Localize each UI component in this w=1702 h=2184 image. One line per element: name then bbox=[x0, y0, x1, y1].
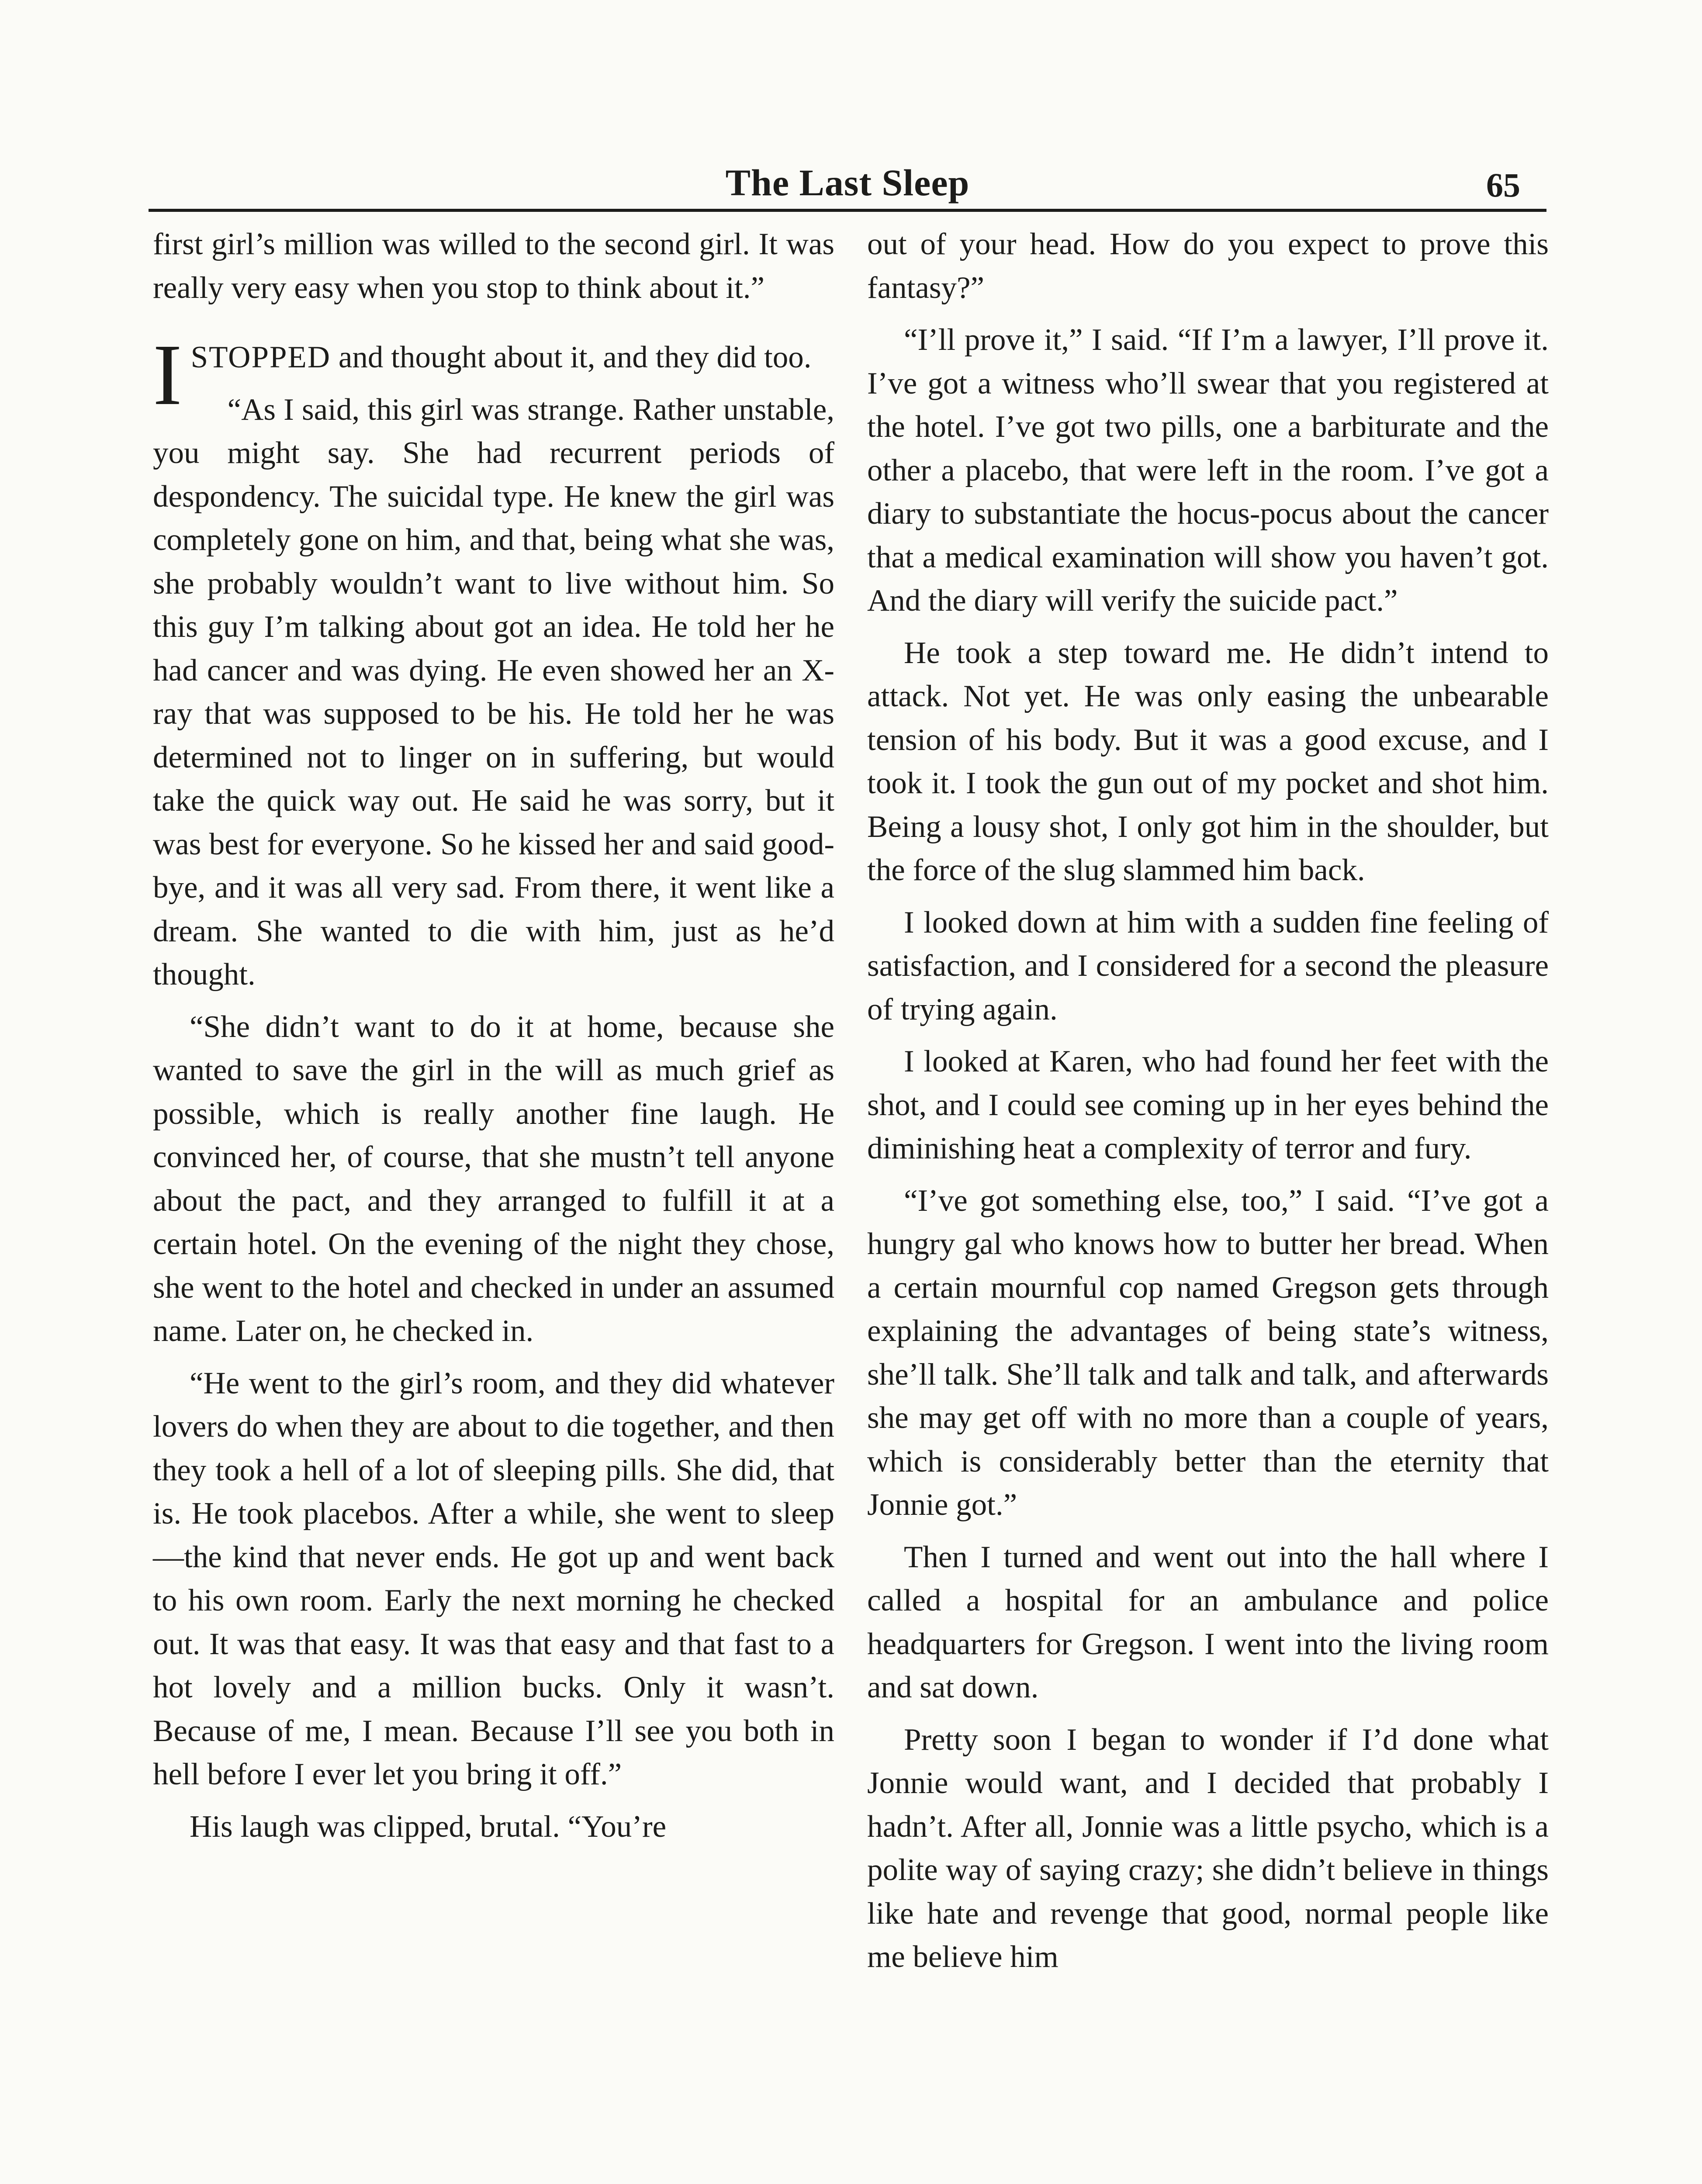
paragraph: Then I turned and went out into the hall where I called a hospital for an ambulance and police headquarters for Gregson. I went into the living room and sat down. bbox=[867, 1540, 1549, 1704]
paragraph-text: and thought about it, and they did too. bbox=[331, 340, 812, 374]
paragraph: “He went to the girl’s room, and they did whatever lovers do when they are about to die together, and then they took a hell of a lot of sleeping pills. She did, that is. He took placebos. After a while, she went to sleep—the kind that never ends. He got up and went back to his own room. Early the next morning he checked out. It was that easy. It was that easy and that fast to a hot lovely and a million bucks. Only it wasn’t. Because of me, I mean. Because I’ll see you both in hell before I ever let you bring it off.” bbox=[153, 1366, 834, 1791]
header-rule bbox=[149, 209, 1546, 212]
page-header bbox=[149, 157, 1546, 210]
paragraph: I looked down at him with a sudden fine feeling of satisfaction, and I considered for a second the pleasure of trying again. bbox=[867, 905, 1549, 1026]
paragraph: I looked at Karen, who had found her feet with the shot, and I could see coming up in her eyes behind the diminishing heat a complexity of terror and fury. bbox=[867, 1044, 1549, 1165]
paragraph: Pretty soon I began to wonder if I’d done what Jonnie would want, and I decided that probably I hadn’t. After all, Jonnie was a little psycho, which is a polite way of saying crazy; she didn’t believe in things like hate and revenge that good, normal people like me believe him bbox=[867, 1722, 1549, 1974]
paragraph: “I’ve got something else, too,” I said. “I’ve got a hungry gal who knows how to butter her bread. When a certain mournful cop named Gregson gets through explaining the advantages of being state’s witness, she’ll talk. She’ll talk and talk and talk, and afterwards she may get off with no more than a couple of years, which is considerably better than the eternity that Jonnie got.” bbox=[867, 1183, 1549, 1522]
paragraph-dropcap bbox=[153, 327, 834, 423]
paragraph: “As I said, this girl was strange. Rather unstable, you might say. She had recurrent periods of despondency. The suicidal type. He knew the girl was completely gone on him, and that, being what she was, she probably wouldn’t want to live without him. So this guy I’m talking about got an idea. He told her he had cancer and was dying. He even showed her an X-ray that was supposed to be his. He told her he was determined not to linger on in suffering, but would take the quick way out. He said he was sorry, but it was best for everyone. So he kissed her and said good-bye, and it was all very sad. From there, it went like a dream. She wanted to die with him, just as he’d thought. bbox=[153, 392, 834, 992]
paragraph: “She didn’t want to do it at home, because she wanted to save the girl in the will as much grief as possible, which is really another fine laugh. He convinced her, of course, that she mustn’t tell anyone about the pact, and they arranged to fulfill it at a certain hotel. On the evening of the night they chose, she went to the hotel and checked in under an assumed name. Later on, he checked in. bbox=[153, 1009, 834, 1348]
paragraph: “I’ll prove it,” I said. “If I’m a lawyer, I’ll prove it. I’ve got a witness who’ll swear that you registered at the hotel. I’ve got two pills, one a barbiturate and the other a placebo, that were left in the room. I’ve got a diary to substantiate the hocus-pocus about the cancer that a medical examination will show you haven’t got. And the diary will verify the suicide pact.” bbox=[867, 323, 1549, 618]
running-title: The Last Sleep bbox=[725, 162, 970, 204]
paragraph: out of your head. How do you expect to prove this fantasy?” bbox=[867, 227, 1549, 305]
drop-cap: I bbox=[153, 327, 182, 423]
lead-in: STOPPED bbox=[190, 340, 331, 374]
paragraph: His laugh was clipped, brutal. “You’re bbox=[190, 1809, 667, 1844]
left-column bbox=[153, 223, 834, 1857]
paragraph: first girl’s million was willed to the second girl. It was really very easy when you stop to think about it.” bbox=[153, 227, 834, 305]
page-number: 65 bbox=[1486, 166, 1520, 204]
right-column bbox=[867, 223, 1549, 1988]
paragraph: He took a step toward me. He didn’t intend to attack. Not yet. He was only easing the unbearable tension of his body. But it was a good excuse, and I took it. I took the gun out of my pocket and shot him. Being a lousy shot, I only got him in the shoulder, but the force of the slug slammed him back. bbox=[867, 636, 1549, 887]
